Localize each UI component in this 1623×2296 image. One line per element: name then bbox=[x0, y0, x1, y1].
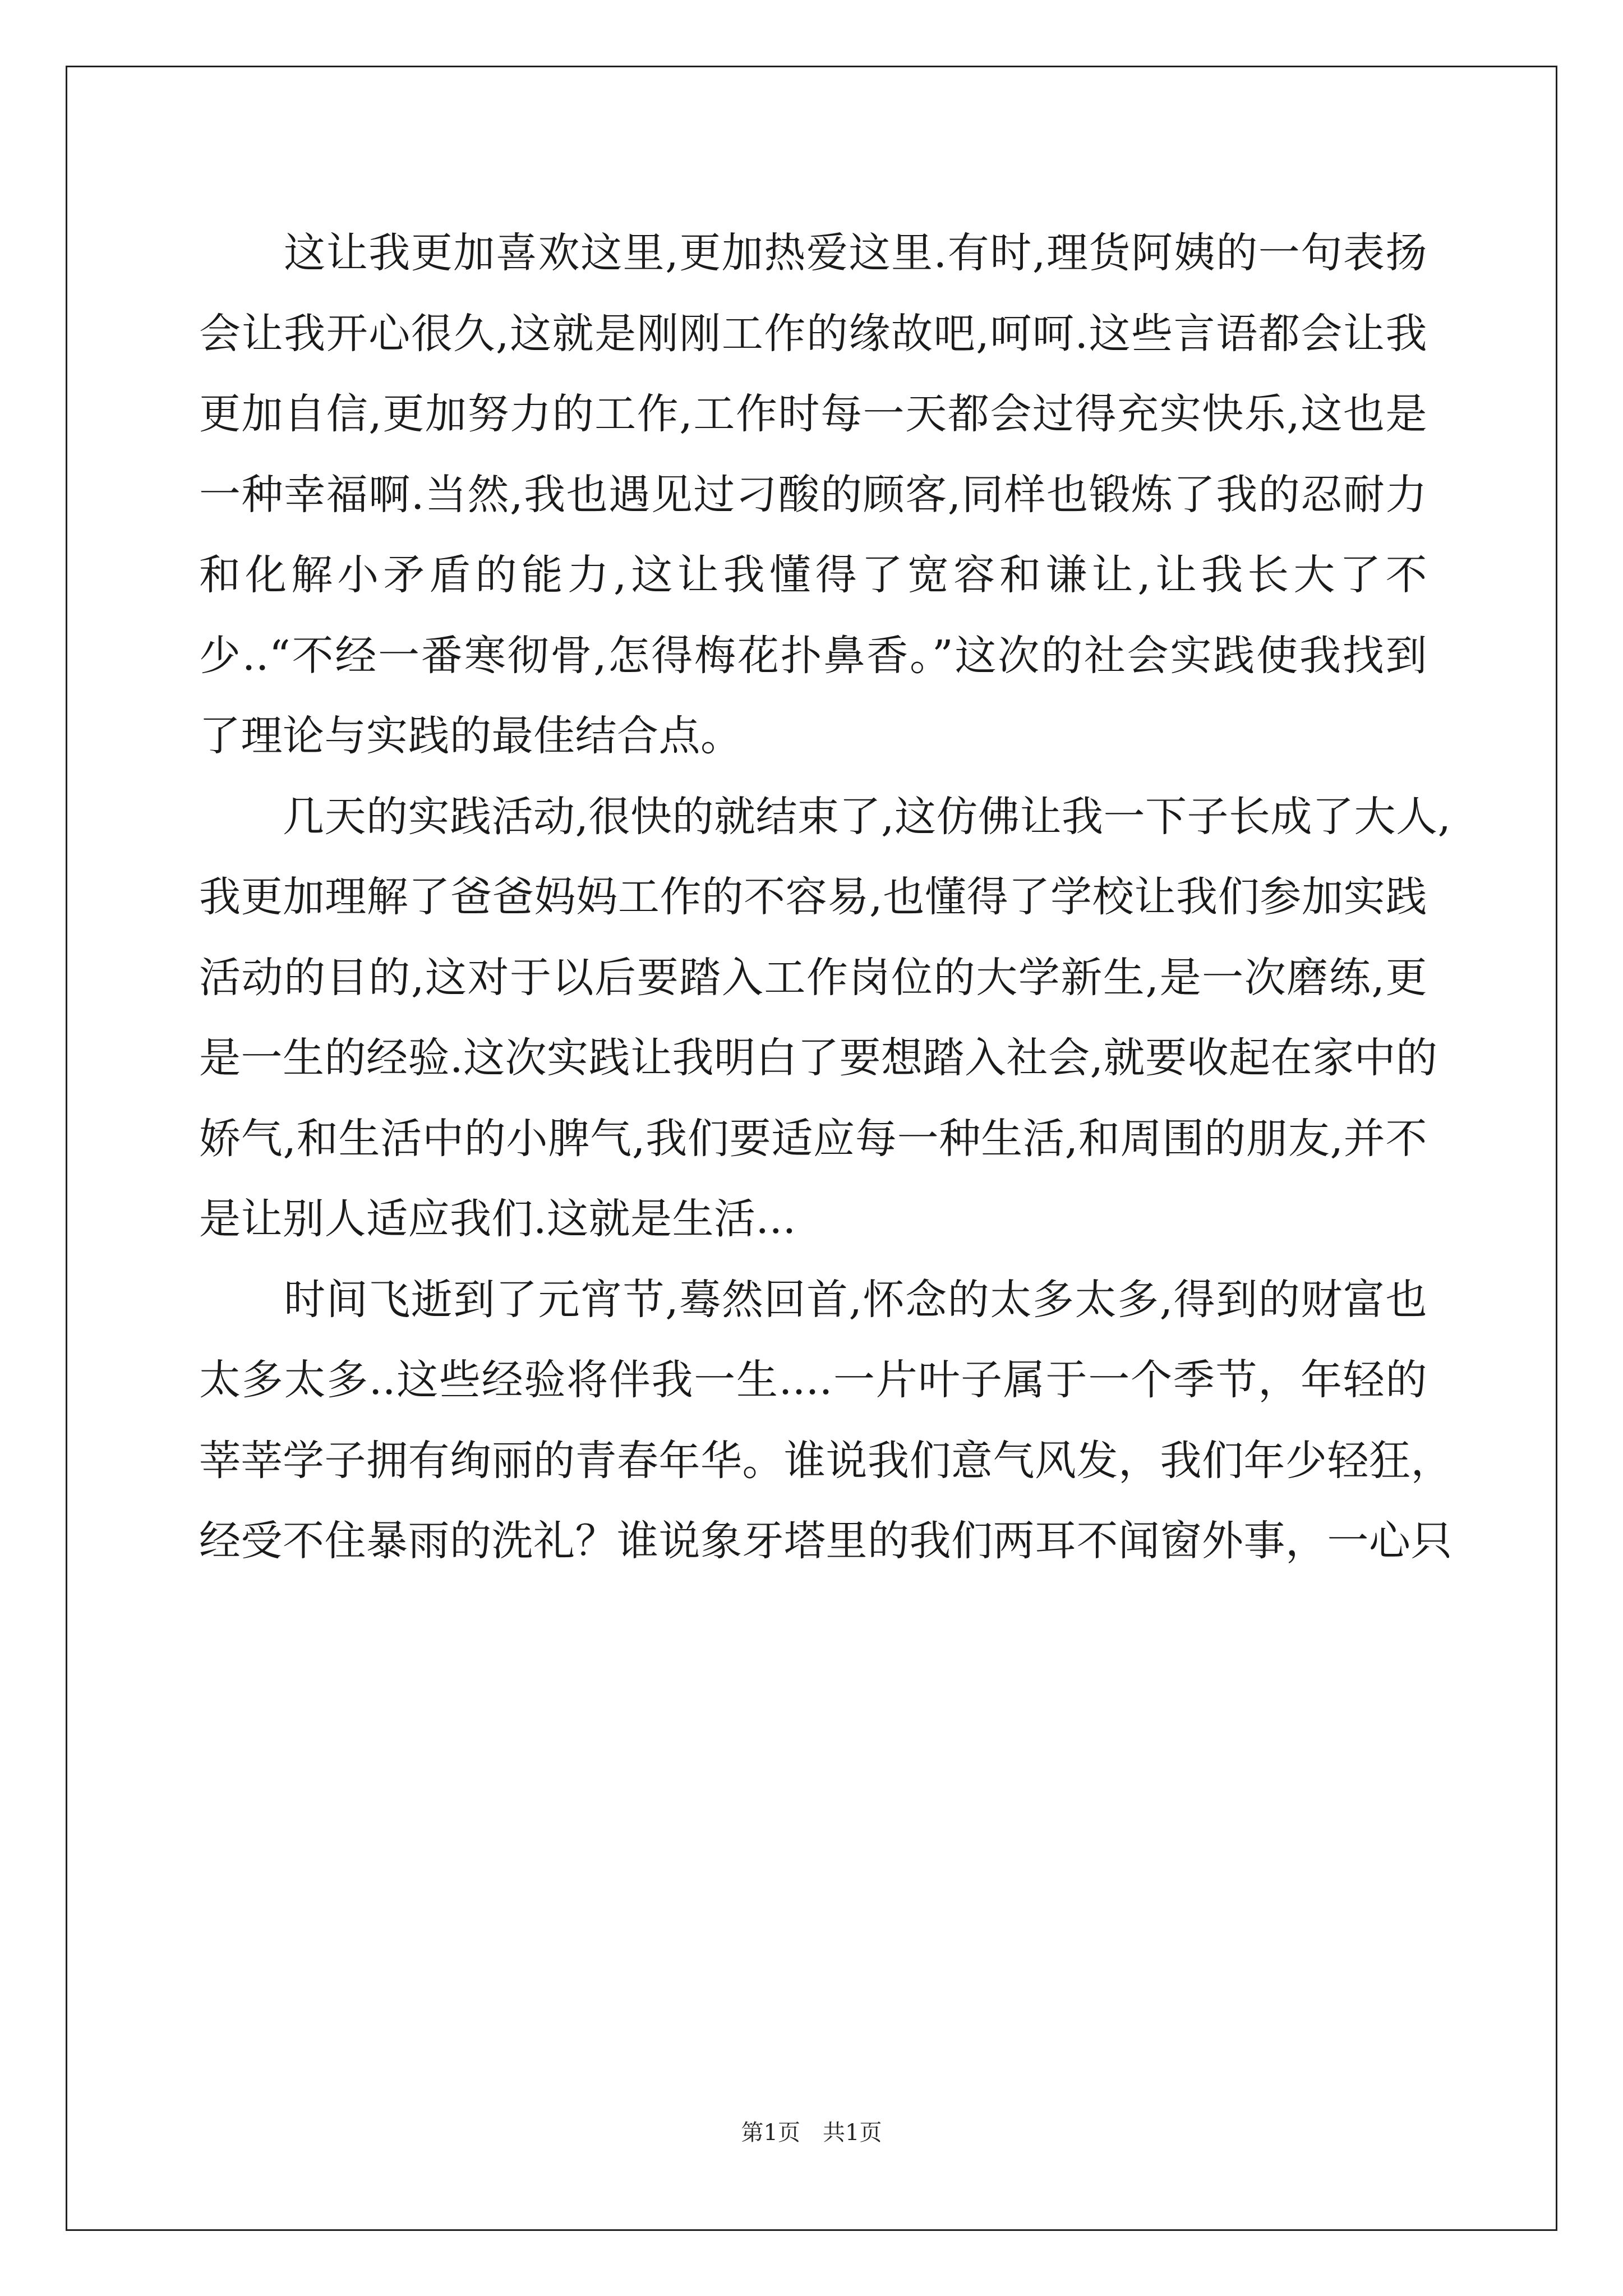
text-line: 娇气,和生活中的小脾气,我们要适应每一种生活,和周围的朋友,并不 bbox=[199, 1114, 1427, 1163]
paragraph-1 bbox=[199, 213, 1427, 777]
text-line: 太多太多..这些经验将伴我一生....一片叶子属于一个季节，年轻的 bbox=[199, 1356, 1427, 1404]
text-line: 是一生的经验.这次实践让我明白了要想踏入社会,就要收起在家中的 bbox=[199, 1034, 1438, 1082]
text-line: 我更加理解了爸爸妈妈工作的不容易,也懂得了学校让我们参加实践 bbox=[199, 873, 1427, 921]
paragraph-3 bbox=[199, 1260, 1453, 1582]
text-line: 是让别人适应我们.这就是生活... bbox=[199, 1195, 796, 1243]
paragraph-2 bbox=[199, 777, 1451, 1260]
text-line: 几天的实践活动,很快的就结束了,这仿佛让我一下子长成了大人, bbox=[199, 792, 1451, 841]
text-line: 会让我开心很久,这就是刚刚工作的缘故吧,呵呵.这些言语都会让我 bbox=[199, 309, 1427, 358]
text-line: 和化解小矛盾的能力,这让我懂得了宽容和谦让,让我长大了不 bbox=[199, 551, 1427, 599]
text-line: 这让我更加喜欢这里,更加热爱这里.有时,理货阿姨的一句表扬 bbox=[199, 229, 1427, 277]
text-line: 莘莘学子拥有绚丽的青春年华。谁说我们意气风发，我们年少轻狂， bbox=[199, 1436, 1453, 1485]
document-body bbox=[199, 213, 1453, 1582]
text-line: 经受不住暴雨的洗礼？谁说象牙塔里的我们两耳不闻窗外事，一心只 bbox=[199, 1517, 1453, 1565]
text-line: 少..“不经一番寒彻骨,怎得梅花扑鼻香。”这次的社会实践使我找到 bbox=[199, 631, 1427, 680]
text-line: 更加自信,更加努力的工作,工作时每一天都会过得充实快乐,这也是 bbox=[199, 390, 1427, 438]
text-line: 了理论与实践的最佳结合点。 bbox=[199, 712, 743, 760]
text-line: 活动的目的,这对于以后要踏入工作岗位的大学新生,是一次磨练,更 bbox=[199, 953, 1427, 1002]
page-footer: 第1页 共1页 bbox=[741, 2120, 882, 2146]
text-line: 时间飞逝到了元宵节,蓦然回首,怀念的太多太多,得到的财富也 bbox=[199, 1275, 1427, 1324]
text-line: 一种幸福啊.当然,我也遇见过刁酸的顾客,同样也锻炼了我的忍耐力 bbox=[199, 470, 1427, 519]
